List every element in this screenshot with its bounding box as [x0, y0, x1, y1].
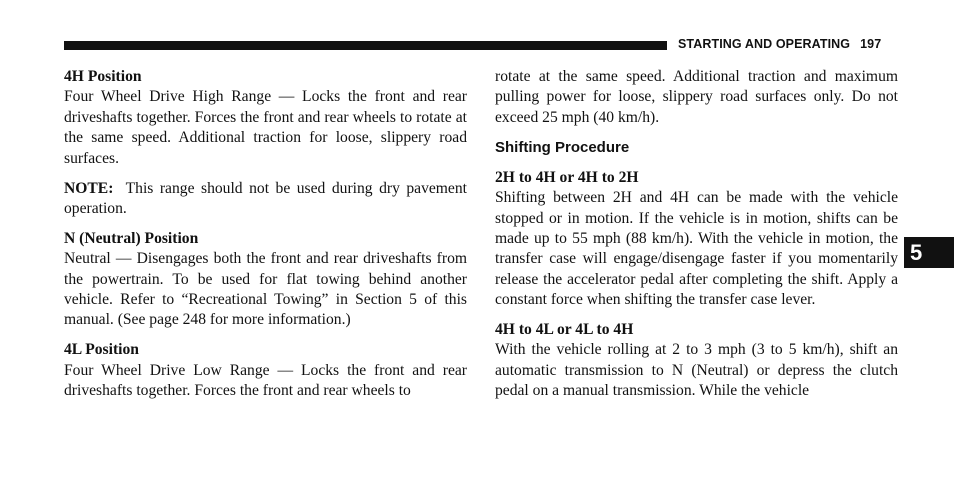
section-4h [64, 67, 467, 169]
note-label: NOTE: [64, 179, 114, 197]
chapter-number: 5 [910, 239, 923, 265]
continued-text: rotate at the same speed. Additional traction and maximum pulling power for loose, slippery road surfaces only. Do not exceed 25 mph (40 km/h). [495, 68, 898, 126]
chapter-tab [904, 237, 954, 268]
note-paragraph [64, 179, 467, 220]
section-2h-4h [495, 168, 898, 311]
heading-4l: 4L Position [64, 341, 139, 359]
continued-text-block [495, 67, 898, 128]
note-text: This range should not be used during dry pavement operation. [64, 179, 467, 217]
section-4l [64, 340, 467, 401]
page-number: 197 [860, 37, 882, 51]
header-rule [64, 41, 667, 50]
left-column [64, 67, 467, 411]
note-block [64, 179, 467, 220]
heading-neutral: N (Neutral) Position [64, 229, 199, 247]
body-4h-4l: With the vehicle rolling at 2 to 3 mph (3 to 5 km/h), shift an automatic transmission to N (Neutral) or depress the clutch pedal on a manual transmission. While the vehicle [495, 341, 898, 400]
heading-2h-4h: 2H to 4H or 4H to 2H [495, 168, 639, 186]
body-neutral: Neutral — Disengages both the front and rear driveshafts from the powertrain. To be used for flat towing behind another vehicle. Refer to “Recreational Towing” in Section 5 of this manual. (See page 248 for more information.) [64, 250, 467, 329]
heading-4h-4l: 4H to 4L or 4L to 4H [495, 321, 634, 339]
body-4l: Four Wheel Drive Low Range — Locks the front and rear driveshafts together. Forces the front and rear wheels to [64, 361, 467, 400]
running-header [678, 37, 900, 51]
body-2h-4h: Shifting between 2H and 4H can be made with the vehicle stopped or in motion. If the vehicle is in motion, shifts can be made up to 55 mph (88 km/h). With the vehicle in motion, the transfer case will engage/disengage faster if you momentarily release the accelerator pedal after completing the shift. Apply a constant force when shifting the transfer case lever. [495, 189, 898, 309]
section-neutral [64, 229, 467, 331]
body-4h: Four Wheel Drive High Range — Locks the front and rear driveshafts together. Forces the front and rear wheels to rotate at the same speed. Additional traction for loose, slippery road surfaces. [64, 88, 467, 167]
section-4h-4l [495, 320, 898, 402]
section-title: STARTING AND OPERATING [678, 37, 851, 51]
heading-4h: 4H Position [64, 68, 142, 85]
shifting-procedure-heading: Shifting Procedure [495, 138, 630, 156]
right-column [495, 67, 898, 411]
